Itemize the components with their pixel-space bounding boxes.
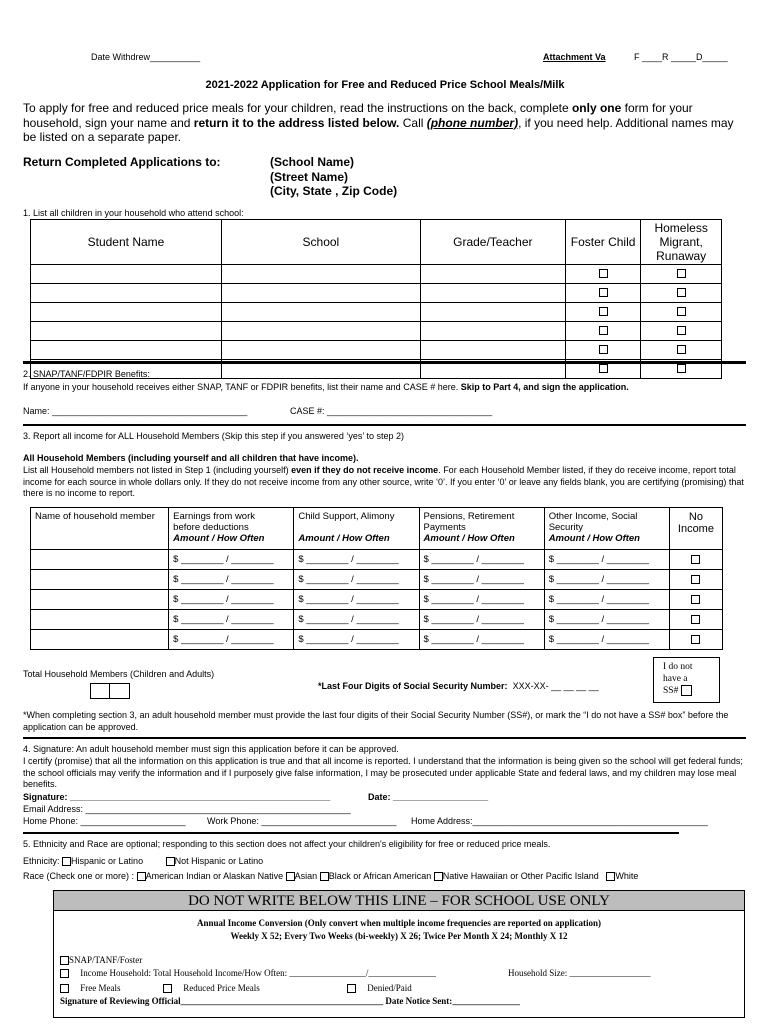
child-row [31, 322, 722, 341]
divider [23, 737, 746, 739]
homeless-checkbox[interactable] [677, 269, 686, 278]
step3-bold-head: All Household Members (including yourself and all children that have income). [23, 453, 359, 463]
race-american-indian-checkbox[interactable] [137, 872, 146, 881]
free-meals-row: Free Meals [60, 983, 121, 993]
home-address-line[interactable]: Home Address:_______________________________________________ [411, 816, 708, 826]
child-row [31, 265, 722, 284]
no-income-checkbox[interactable] [691, 615, 700, 624]
reduced-meals-row: Reduced Price Meals [163, 983, 260, 993]
foster-checkbox[interactable] [599, 326, 608, 335]
race-black-checkbox[interactable] [320, 872, 329, 881]
total-members-box[interactable] [90, 683, 130, 699]
col-grade-teacher: Grade/Teacher [420, 220, 565, 265]
reviewing-official-row: Signature of Reviewing Official_____________________________________________ Date Notice Sent:_______________ [60, 996, 520, 1006]
ssn-line[interactable]: *Last Four Digits of Social Security Number: XXX-XX- __ __ __ __ [318, 681, 599, 691]
ethnicity-row: Ethnicity: Hispanic or Latino Not Hispanic or Latino [23, 856, 264, 866]
income-row: $ ________ / ________ $ ________ / ________ $ ________ / ________ $ ________ / ________ [31, 570, 723, 590]
return-address: (School Name) (Street Name) (City, State , Zip Code) [270, 155, 398, 198]
email-line[interactable]: Email Address: _____________________________________________________ [23, 804, 351, 814]
homeless-checkbox[interactable] [677, 307, 686, 316]
foster-checkbox[interactable] [599, 269, 608, 278]
divider [23, 361, 746, 364]
foster-checkbox[interactable] [599, 364, 608, 373]
income-row: $ ________ / ________ $ ________ / ________ $ ________ / ________ $ ________ / ________ [31, 630, 723, 650]
no-ssn-box: I do not have a SS# [653, 657, 720, 703]
income-household-checkbox[interactable] [60, 969, 69, 978]
conversion-rates: Weekly X 52; Every Two Weeks (bi-weekly) X 26; Twice Per Month X 24; Monthly X 12 [230, 931, 568, 941]
col-earnings: Earnings from work before deductions Amount / How Often [169, 508, 294, 550]
no-income-checkbox[interactable] [691, 635, 700, 644]
signature-line[interactable]: Signature: ____________________________________________________ [23, 792, 331, 802]
col-homeless: Homeless Migrant, Runaway [641, 220, 722, 265]
col-no-income: No Income [669, 508, 722, 550]
divider [23, 832, 679, 834]
reduced-meals-checkbox[interactable] [163, 984, 172, 993]
income-table [30, 507, 723, 650]
income-household-row: Income Household: Total Household Income/How Often: _________________/_______________ [60, 968, 436, 978]
no-ssn-checkbox[interactable] [681, 685, 692, 696]
free-meals-checkbox[interactable] [60, 984, 69, 993]
income-row: $ ________ / ________ $ ________ / ________ $ ________ / ________ $ ________ / ________ [31, 590, 723, 610]
ssn-note: *When completing section 3, an adult household member must provide the last four digits of their Social Security Number (SS#), or mark the “I do not have a SS# box” before the application can be approved. [23, 710, 729, 732]
step3-instructions: List all Household members not listed in Step 1 (including yourself) even if they do not receive income. For each Household Member listed, if they do receive income, report total income for each source in whole dollars only. If they do not receive income from any other source, write ‘0’. If you enter ‘0’ or leave any fields blank, you are certifying (promising) that there is no income to report. [23, 465, 744, 498]
foster-checkbox[interactable] [599, 288, 608, 297]
homeless-checkbox[interactable] [677, 345, 686, 354]
foster-checkbox[interactable] [599, 345, 608, 354]
step2-title: 2. SNAP/TANF/FDPIR Benefits: [23, 369, 150, 379]
foster-checkbox[interactable] [599, 307, 608, 316]
signature-date-line[interactable]: Date: ___________________ [368, 792, 489, 802]
homeless-checkbox[interactable] [677, 326, 686, 335]
col-pensions: Pensions, Retirement Payments Amount / How Often [419, 508, 544, 550]
no-income-checkbox[interactable] [691, 555, 700, 564]
child-row [31, 341, 722, 360]
col-other-income: Other Income, Social Security Amount / How Often [544, 508, 669, 550]
step1-label: 1. List all children in your household who attend school: [23, 208, 244, 218]
not-hispanic-checkbox[interactable] [166, 857, 175, 866]
snap-case-line[interactable]: CASE #: _________________________________ [290, 406, 493, 416]
race-pacific-islander-checkbox[interactable] [434, 872, 443, 881]
race-row: Race (Check one or more) : American Indian or Alaskan Native Asian Black or African American Native Hawaiian or Other Pacific Island White [23, 871, 639, 881]
race-asian-checkbox[interactable] [286, 872, 295, 881]
work-phone-line[interactable]: Work Phone: ___________________________ [207, 816, 397, 826]
attachment-label: Attachment Va [543, 52, 606, 62]
col-school: School [221, 220, 420, 265]
children-table [30, 219, 722, 379]
col-foster-child: Foster Child [565, 220, 640, 265]
child-row [31, 284, 722, 303]
form-title: 2021-2022 Application for Free and Reduced Price School Meals/Milk [205, 79, 565, 91]
homeless-checkbox[interactable] [677, 288, 686, 297]
col-student-name: Student Name [31, 220, 222, 265]
race-white-checkbox[interactable] [606, 872, 615, 881]
conversion-note: Annual Income Conversion (Only convert when multiple income frequencies are reported on application) [197, 918, 601, 928]
snap-office-checkbox[interactable] [60, 956, 69, 965]
step2-text: If anyone in your household receives either SNAP, TANF or FDPIR benefits, list their name and CASE # here. Skip to Part 4, and sign the application. [23, 382, 629, 392]
step4-title: 4. Signature: An adult household member must sign this application before it can be approved. [23, 744, 399, 754]
hispanic-checkbox[interactable] [62, 857, 71, 866]
total-members-label: Total Household Members (Children and Adults) [23, 669, 215, 679]
denied-checkbox[interactable] [347, 984, 356, 993]
no-income-checkbox[interactable] [691, 575, 700, 584]
divider [23, 424, 746, 426]
income-row: $ ________ / ________ $ ________ / ________ $ ________ / ________ $ ________ / ________ [31, 550, 723, 570]
office-codes: F ____R _____D_____ [634, 52, 728, 62]
date-withdrew: Date Withdrew__________ [91, 52, 201, 62]
homeless-checkbox[interactable] [677, 364, 686, 373]
col-child-support: Child Support, Alimony Amount / How Often [294, 508, 419, 550]
return-label: Return Completed Applications to: [23, 155, 221, 169]
child-row [31, 303, 722, 322]
school-use-banner: DO NOT WRITE BELOW THIS LINE – FOR SCHOOL USE ONLY [53, 890, 745, 911]
step5-title: 5. Ethnicity and Race are optional; responding to this section does not affect your children's eligibility for free or reduced price meals. [23, 839, 551, 849]
step3-title: 3. Report all income for ALL Household Members (Skip this step if you answered ‘yes’ to step 2) [23, 431, 405, 441]
denied-row: Denied/Paid [347, 983, 412, 993]
col-member-name: Name of household member [31, 508, 169, 550]
household-size: Household Size: __________________ [508, 968, 651, 978]
snap-name-line[interactable]: Name: _______________________________________ [23, 406, 248, 416]
intro-paragraph: To apply for free and reduced price meals for your children, read the instructions on the back, complete only one form for your household, sign your name and return it to the address listed below. Call (phone number), if you need help. Additional names may be listed on a separate paper. [23, 101, 734, 144]
home-phone-line[interactable]: Home Phone: _____________________ [23, 816, 186, 826]
step4-certify: I certify (promise) that all the information on this application is true and that all income is reported. I understand that the information is being given so the school will get federal funds; the school officials may verify the information and if I purposely give false information, I may be prosecuted under applicable State and federal laws, and my children may lose meal benefits. [23, 756, 743, 789]
income-row: $ ________ / ________ $ ________ / ________ $ ________ / ________ $ ________ / ________ [31, 610, 723, 630]
phone-number: (phone number) [426, 115, 519, 130]
no-income-checkbox[interactable] [691, 595, 700, 604]
snap-office-row: SNAP/TANF/Foster [60, 955, 142, 965]
